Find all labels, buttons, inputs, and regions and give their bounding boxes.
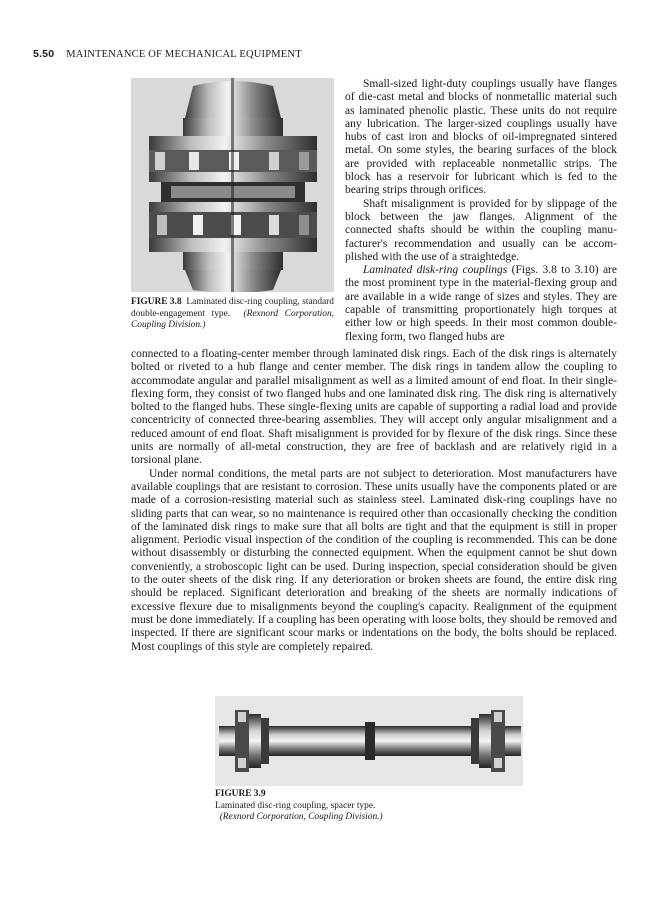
- figure-3-9-label: FIGURE 3.9: [215, 789, 266, 799]
- running-title: MAINTENANCE OF MECHANICAL EQUIPMENT: [66, 49, 302, 60]
- right-column-text: [345, 78, 617, 344]
- figure-3-8-photo: [131, 78, 334, 292]
- figure-3-9-credit: (Rexnord Corporation, Coupling Division.): [219, 812, 383, 823]
- disk-ring-intro-text: (Figs. 3.8 to 3.10) are the most prominent type in the material-flexing group and are available in a wide range of sizes and styles. They are capable of transmitting proportionately high torques at either low or high speeds. In their most common double-flexing form, two flanged hubs are: [345, 264, 617, 343]
- full-width-text: [131, 348, 617, 654]
- spacer-coupling-illustration: [215, 696, 523, 786]
- paragraph-maintenance: Under normal conditions, the metal parts are not subject to deterioration. Most manufacturers have available couplings that are resistant to corrosion. These units usually have the components plated or are made of a corrosion-resisting material such as stainless steel. Laminated disk-ring couplings have no sliding parts that can wear, so no maintenance is required other than occasionally checking the condition of the laminated disk rings to make sure that all bolts are tight and that the equipment is still in proper alignment. Periodic visual inspection of the condition of the coupling is recommended. This can be done without disassembly or disturbing the connected equipment. When the equipment cannot be shut down conveniently, a stroboscopic light can be used. During inspection, special consideration should be given to the outer sheets of the disk ring. If any deterioration or broken sheets are found, the entire disk ring should be replaced. Significant deterioration and breaking of the sheets are normally indications of excessive flexure due to misalignments beyond the coupling's capacity. Realignment of the equipment must be done immediately. If a coupling has been operating with loose bolts, they should be removed and inspected. If there are significant scour marks or indentations on the body, the bolts should be replaced. Most couplings of this style are completely repaired.: [131, 467, 617, 653]
- paragraph-disk-ring-intro: [345, 264, 617, 344]
- coupling-illustration: [131, 78, 334, 292]
- figure-3-8-label: FIGURE 3.8: [131, 297, 182, 307]
- running-header: [33, 48, 633, 60]
- paragraph-lubrication: Small-sized light-duty couplings usually have flanges of die-cast metal and blocks of nonmetallic material such as laminated phenolic plastic. These units do not require any lubrication. The larger-sized couplings usually have hubs of cast iron and blocks of oil-impregnated sintered metal. On some styles, the bearing surfaces of the block are provided with replaceable nonmetallic strips. The block has a reservoir for lubricant which is fed to the bearing strips through orifices.: [345, 78, 617, 197]
- figure-3-9-caption-text: Laminated disc-ring coupling, spacer type.: [215, 800, 376, 811]
- figure-3-8-credit: (Rexnord Corporation, Coupling Division.): [131, 308, 334, 331]
- figure-3-9-caption: [215, 789, 525, 824]
- figure-3-8-caption-text: Laminated disc-ring coupling, standard double-engagement type.: [131, 297, 334, 319]
- run-in-head: Laminated disk-ring couplings: [363, 264, 508, 277]
- page-number: 5.50: [33, 48, 55, 60]
- paragraph-shaft-misalignment: Shaft misalignment is provided for by slippage of the block between the jaw flanges. Alignment of the connected shafts should be within the coupling manufacturer's recommendation and usually can be accomplished with the use of a straightedge.: [345, 197, 617, 263]
- paragraph-disk-ring-continued: connected to a floating-center member through laminated disk rings. Each of the disk rings is alternately bolted or riveted to a hub flange and center member. The disk rings in tandem allow the coupling to accommodate angular and parallel misalignment as well as a limited amount of end float. In their single-flexing form, they consist of two flanged hubs and one laminated disk ring. The disk ring is alternatively bolted to the flanged hubs. These single-flexing units are capable of supporting a radial load and provide concentricity of connected three-bearing assemblies. They will accept only angular misalignment and a reduced amount of end float. Shaft misalignment is provided for by flexure of the disk rings. Since these units are normally of all-metal construction, they are free of backlash and are relatively rigid in a torsional plane.: [131, 348, 617, 467]
- figure-3-9-photo: [215, 696, 523, 786]
- figure-3-8-caption: [131, 297, 334, 332]
- figure-3-9-caption-line: [215, 789, 525, 824]
